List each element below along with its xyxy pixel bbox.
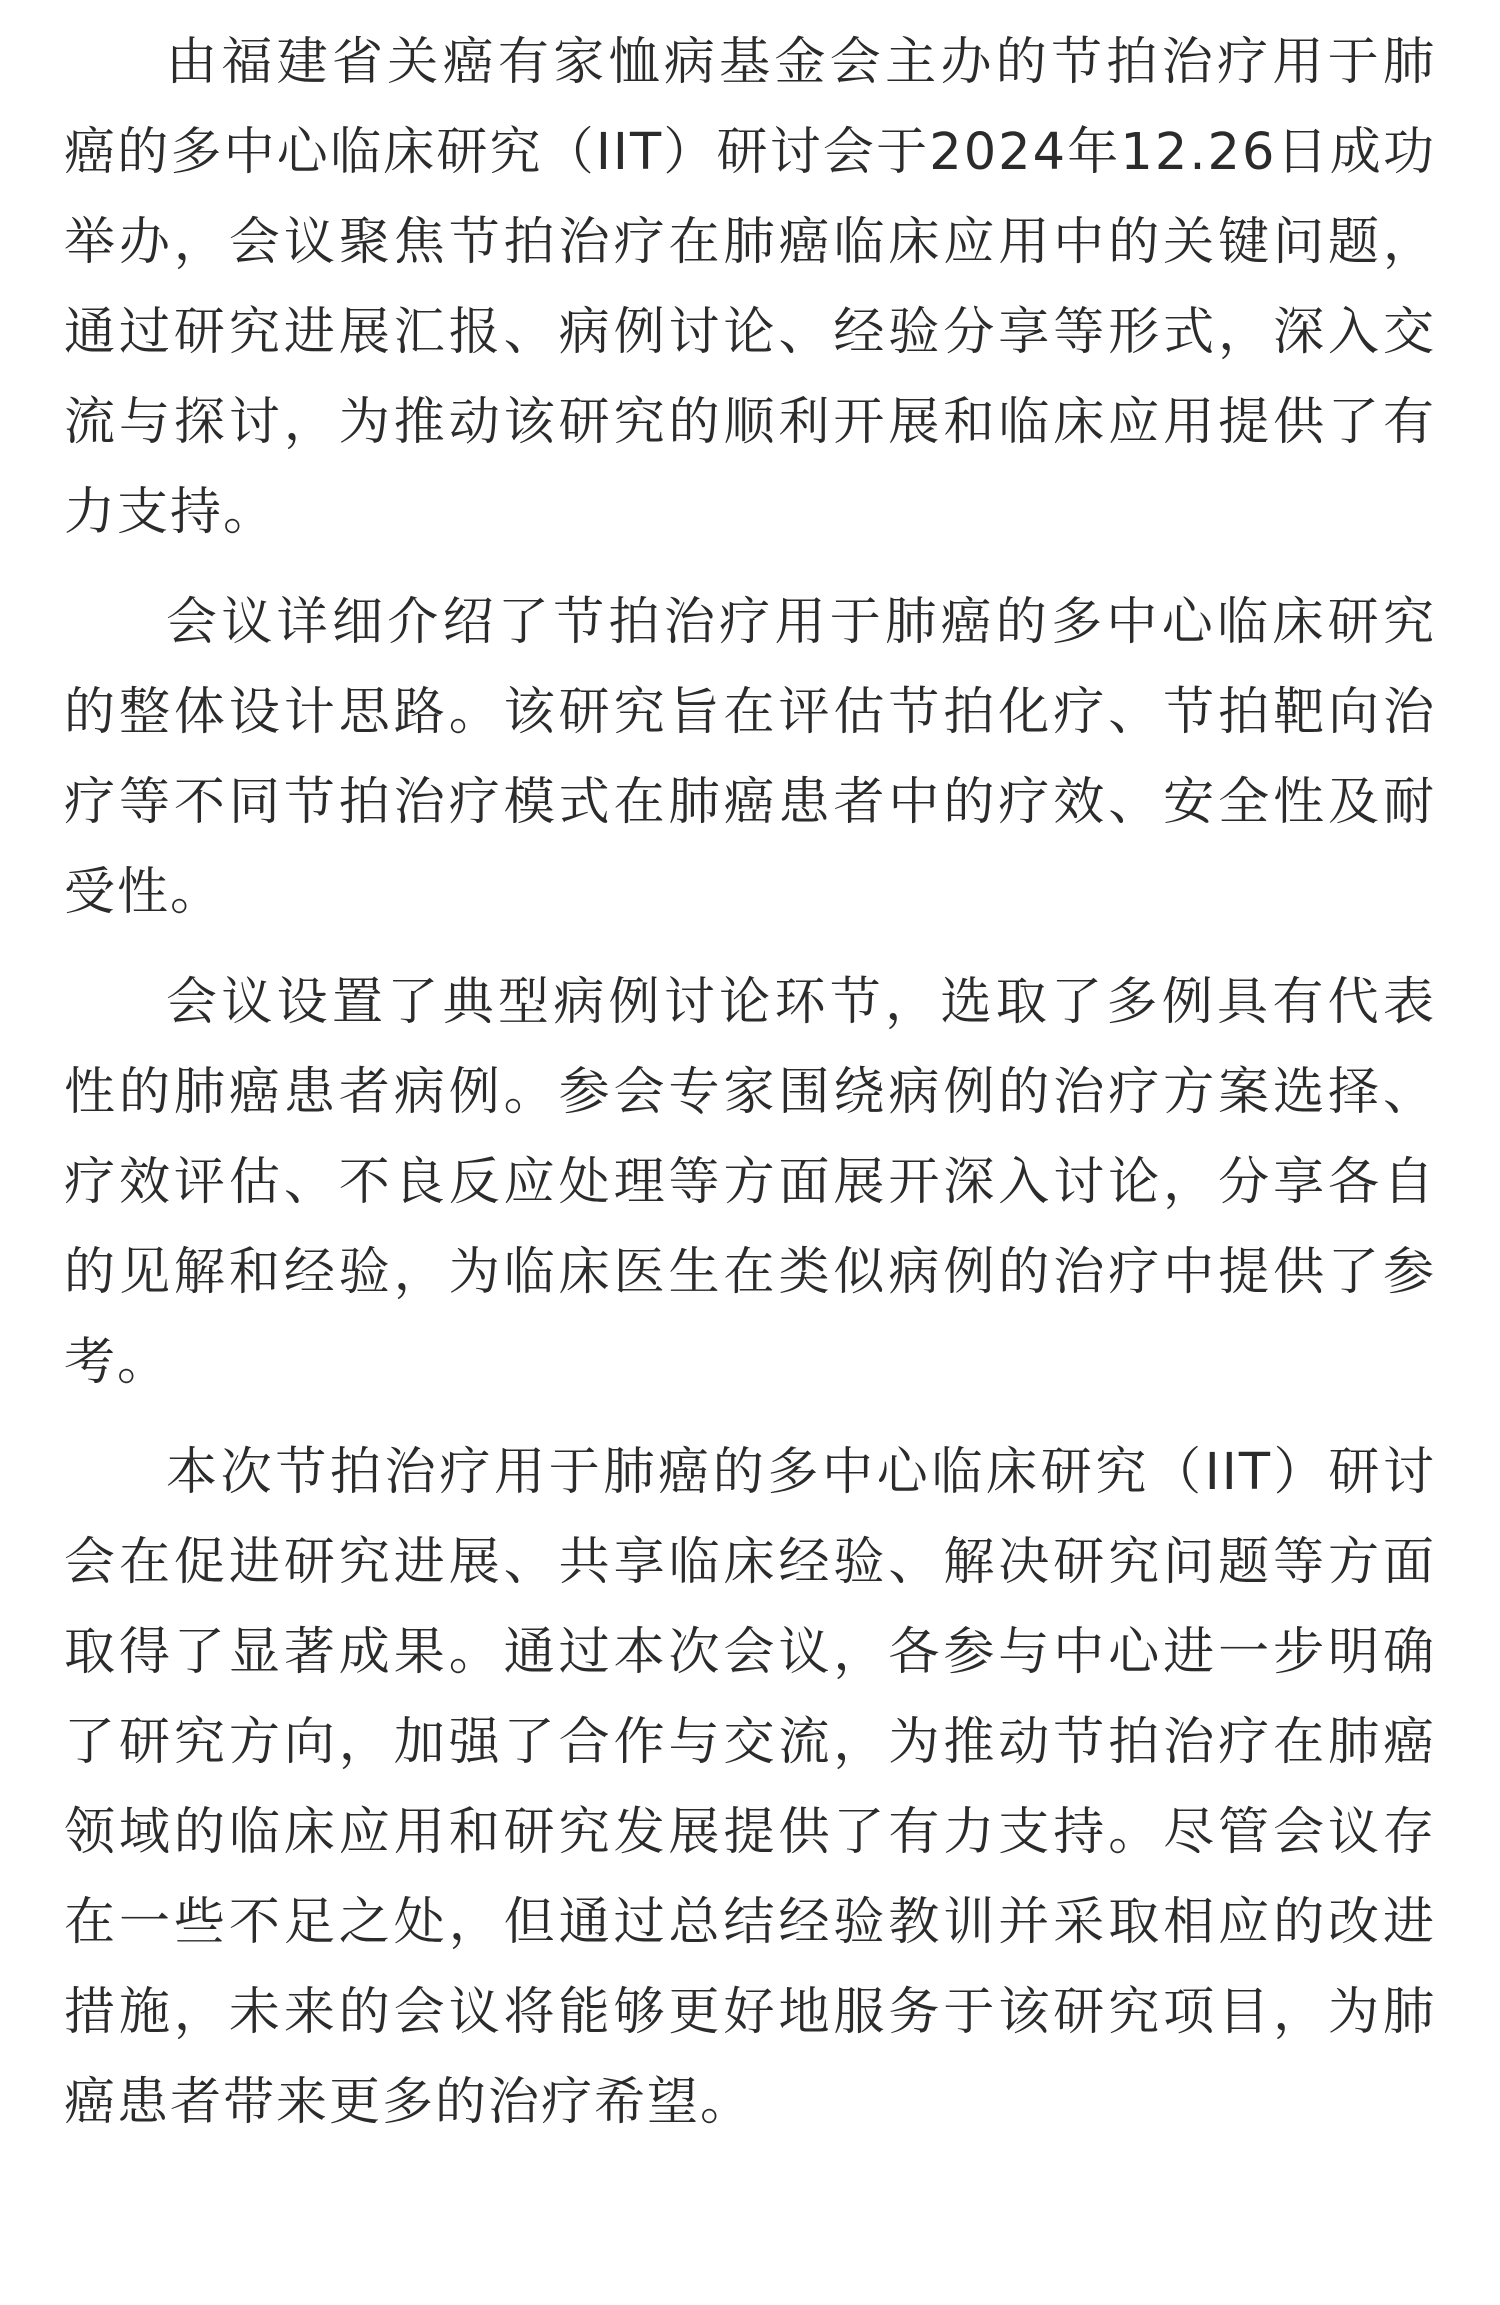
paragraph-3: 会议设置了典型病例讨论环节，选取了多例具有代表性的肺癌患者病例。参会专家围绕病例的治疗方案选择、疗效评估、不良反应处理等方面展开深入讨论，分享各自的见解和经验，为临床医生在类似病例的治疗中提供了参考。 — [64, 973, 1436, 1392]
paragraph-2: 会议详细介绍了节拍治疗用于肺癌的多中心临床研究的整体设计思路。该研究旨在评估节拍化疗、节拍靶向治疗等不同节拍治疗模式在肺癌患者中的疗效、安全性及耐受性。 — [64, 593, 1436, 922]
paragraph-1: 由福建省关癌有家恤病基金会主办的节拍治疗用于肺癌的多中心临床研究（IIT）研讨会于2024年12.26日成功举办，会议聚焦节拍治疗在肺癌临床应用中的关键问题，通过研究进展汇报、病例讨论、经验分享等形式，深入交流与探讨，为推动该研究的顺利开展和临床应用提供了有力支持。 — [64, 33, 1436, 542]
paragraph-4: 本次节拍治疗用于肺癌的多中心临床研究（IIT）研讨会在促进研究进展、共享临床经验、解决研究问题等方面取得了显著成果。通过本次会议，各参与中心进一步明确了研究方向，加强了合作与交流，为推动节拍治疗在肺癌领域的临床应用和研究发展提供了有力支持。尽管会议存在一些不足之处，但通过总结经验教训并采取相应的改进措施，未来的会议将能够更好地服务于该研究项目，为肺癌患者带来更多的治疗希望。 — [64, 1443, 1436, 2132]
